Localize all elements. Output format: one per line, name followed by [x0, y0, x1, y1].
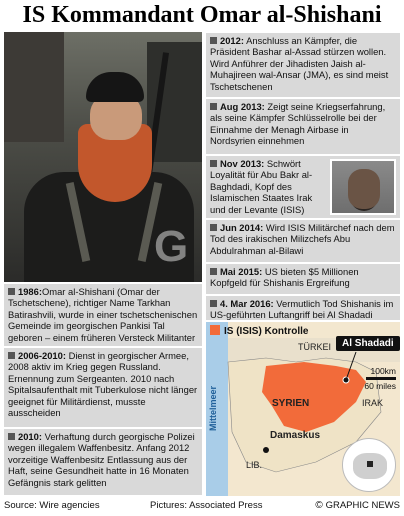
map-label-turkey: TÜRKEI — [298, 342, 332, 352]
timeline-entry-nov-2013 — [206, 156, 400, 218]
timeline-entry-mai-2015 — [206, 264, 400, 294]
shishani-photo — [4, 32, 202, 282]
copyright-text: GRAPHIC NEWS — [325, 500, 400, 511]
copyright — [315, 498, 400, 514]
photo-watermark: G — [154, 222, 189, 271]
locator-globe — [342, 438, 396, 492]
timeline-text: Anschluss an Kämpfer, die Präsident Bashar al-Assad stürzen wollen. Wird Anführer der Jihadisten Jaish al-Muhajireen wal-Ansar (JMA), es sind meist Tschetschenen — [210, 35, 389, 92]
bio-text: Dienst in georgischer Armee, 2008 aktiv im Krieg gegen Russland. Ernennung zum Sergeanten. 2010 nach Spitalsaufenthalt mit Tuberkulose nicht länger geeignet für Militärdienst, musste ausscheiden — [8, 350, 198, 419]
source-credit: Source: Wire agencies — [4, 500, 100, 511]
timeline-text: US bieten $5 Millionen Kopfgeld für Shishanis Ergreifung — [210, 266, 359, 289]
timeline-entry-2012 — [206, 33, 400, 97]
map-label-syria: SYRIEN — [272, 398, 310, 409]
picture-credit: Pictures: Associated Press — [150, 500, 263, 511]
map-label-damascus: Damaskus — [270, 430, 321, 441]
timeline-text: Zeigt seine Kriegserfahrung, als seine Kämpfer Schlüsselrolle bei der Einnahme der Menagh Airbase in Nordsyrien einnehmen — [210, 101, 386, 147]
legend-label: IS (ISIS) Kontrolle — [224, 326, 309, 337]
map-label-sea: Mittelmeer — [208, 386, 218, 432]
bio-block-2006 — [4, 348, 202, 427]
timeline-entry-mar-2016 — [206, 296, 400, 320]
map-label-iraq: IRAK — [362, 398, 384, 408]
bio-year: 1986: — [18, 286, 42, 297]
copyright-icon: © — [315, 500, 326, 511]
al-shadadi-callout: Al Shadadi — [336, 336, 400, 351]
timeline-entry-jun-2014 — [206, 220, 400, 262]
bio-text: Verhaftung durch georgische Polizei wegen illegalem Waffenbesitz. Anfang 2012 vorzeitige Waffenbesitz Entlassung aus der Haft, seine Gesundheit hatte in 16 Monaten Gefängnis stark gelitten — [8, 431, 195, 488]
bio-block-2010 — [4, 429, 202, 495]
map-label-lebanon: LIB. — [246, 460, 263, 470]
legend-swatch — [210, 325, 220, 335]
timeline-year: Aug 2013: — [220, 101, 265, 112]
timeline-year: Nov 2013: — [220, 158, 265, 169]
timeline-entry-aug-2013 — [206, 99, 400, 154]
timeline-text: Schwört Loyalität für Abu Bakr al-Baghdadi, Kopf des Islamischen Staates Irak und der Levante (ISIS) — [210, 158, 313, 215]
bio-year: 2010: — [18, 431, 42, 442]
timeline-year: 4. Mar 2016: — [220, 298, 274, 309]
scale-km: 100km — [370, 366, 396, 376]
bio-text: Omar al-Shishani (Omar der Tschetschene), richtiger Name Tarkhan Batirashvili, wurde in einer tschetschenischen Gemeinde im georgischen Pankisi Tal geboren – einem früheren Versteck Militanter — [8, 286, 198, 343]
baghdadi-portrait — [330, 159, 396, 215]
timeline-text: Vermutlich Tod Shishanis im US-geführten Luftangriff bei Al Shadadi — [210, 298, 394, 321]
timeline-text: Wird ISIS Militärchef nach dem Tod des irakischen Milizchefs Abu Abdulrahman al-Bilawi — [210, 222, 395, 256]
map-legend — [210, 325, 308, 337]
scale-miles: 60 miles — [364, 381, 396, 391]
bio-year: 2006-2010: — [18, 350, 66, 361]
timeline-year: Mai 2015: — [220, 266, 263, 277]
footer — [4, 498, 400, 514]
map-scale — [364, 366, 396, 391]
page-title: IS Kommandant Omar al-Shishani — [22, 2, 382, 28]
bio-block-1986 — [4, 284, 202, 346]
syria-map — [206, 322, 400, 496]
timeline-year: 2012: — [220, 35, 244, 46]
timeline-year: Jun 2014: — [220, 222, 264, 233]
